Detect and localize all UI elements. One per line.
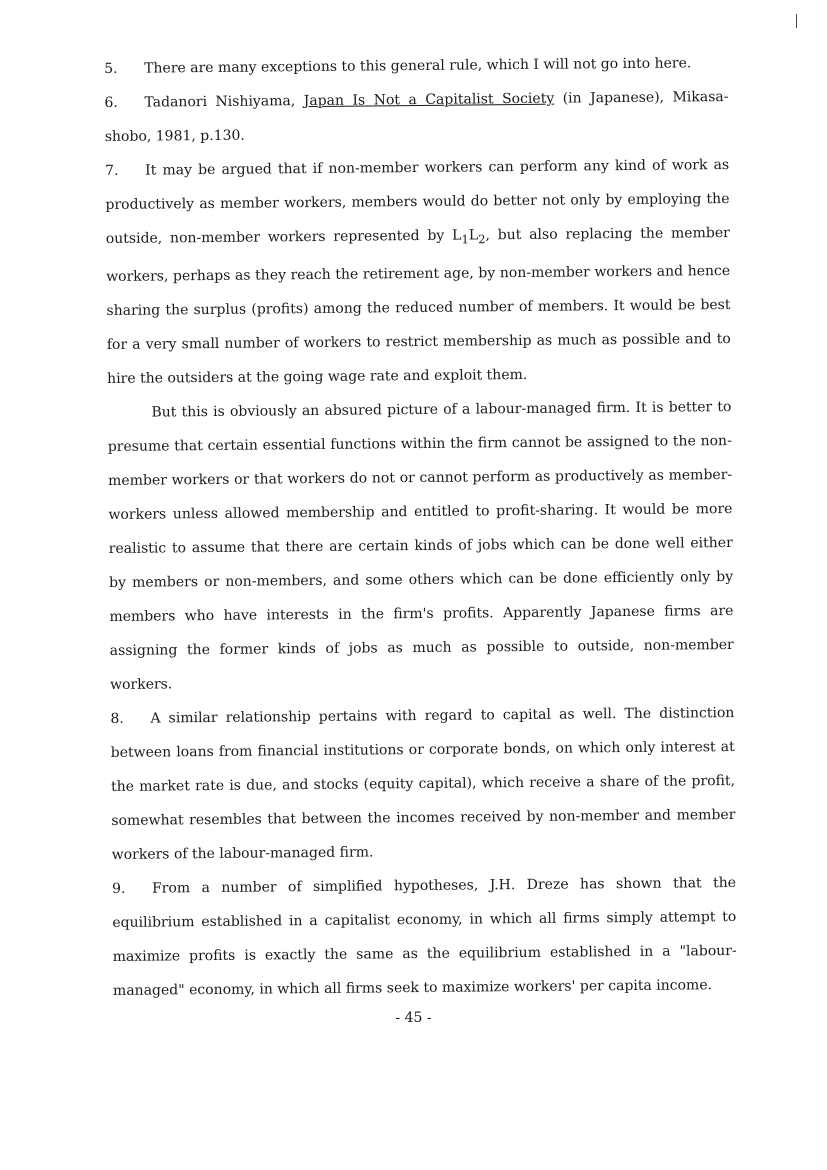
note-text-pre: It may be argued that if non-member workers can perform any kind of work as productively as member workers, members would do better not only by employing the outside, non-member workers represented by xyxy=(105,157,730,247)
note-9 xyxy=(112,866,737,1008)
note-text-pre: Tadanori Nishiyama, xyxy=(144,93,304,111)
note-text: From a number of simplified hypotheses, J.H. Dreze has shown that the equilibrium established in a capitalist economy, in which all firms simply attempt to maximize profits is exactly the same as the equilibrium established in a "labour-managed" economy, in which all firms seek to maximize workers' per capita income. xyxy=(112,874,737,999)
note-number: 6. xyxy=(104,94,118,111)
corner-mark xyxy=(796,14,797,28)
note-text-post: , but also replacing the member workers, perhaps as they reach the retirement age, by non-member workers and hence sharing the surplus (profits) among the reduced number of members. It would be best for a very small number of workers to restrict membership as much as possible and to hire the outsiders at the going wage rate and exploit them. xyxy=(106,225,731,387)
note-text-post: (in Japanese), Mikasa-shobo, 1981, p.130. xyxy=(104,89,729,145)
note-text: A similar relationship pertains with regard to capital as well. The distinction between loans from financial institutions or corporate bonds, on which only interest at the market rate is due, and stocks (equity capital), which receive a share of the profit, somewhat resembles that between the incomes received by non-member and member workers of the labour-managed firm. xyxy=(110,704,736,863)
note-7-paragraph-2: But this is obviously an absured picture of a labour-managed firm. It is better to presume that certain essential functions within the firm cannot be assigned to the non-member workers or that workers do not or cannot perform as productively as member-workers unless allowed membership and entitled to profit-sharing. It would be more realistic to assume that there are certain kinds of jobs which can be done well either by members or non-members, and some others which can be done efficiently only by members who have interests in the firm's profits. Apparently Japanese firms are assigning the former kinds of jobs as much as possible to outside, non-member workers. xyxy=(107,398,734,693)
note-number: 7. xyxy=(105,162,119,179)
note-6 xyxy=(104,80,729,154)
symbol-l1: $L_1$ xyxy=(451,227,469,247)
note-number: 8. xyxy=(110,710,124,727)
endnotes xyxy=(104,46,737,1008)
note-7 xyxy=(105,148,731,396)
page-number: - 45 - xyxy=(395,1010,432,1026)
book-title: Japan Is Not a Capitalist Society xyxy=(303,90,555,110)
note-text: There are many exceptions to this general rule, which I will not go into here. xyxy=(144,55,692,77)
symbol-l2: $L_2$ xyxy=(468,227,486,247)
note-number: 5. xyxy=(104,60,118,77)
note-8 xyxy=(110,696,736,872)
note-number: 9. xyxy=(111,880,126,897)
